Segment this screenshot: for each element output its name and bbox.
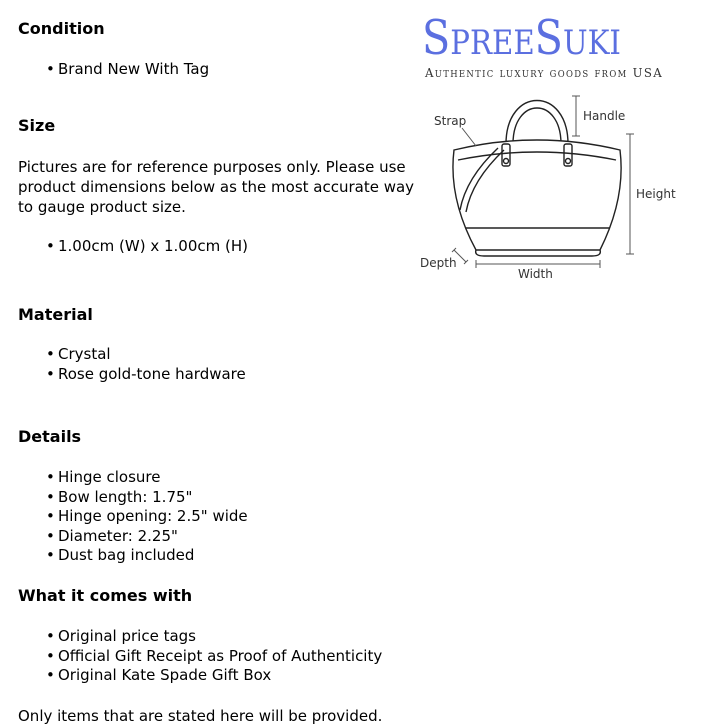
list-item: • Rose gold-tone hardware xyxy=(18,365,246,385)
list-item: • Diameter: 2.25" xyxy=(18,527,248,547)
details-list xyxy=(18,468,248,566)
list-item: • Hinge closure xyxy=(18,468,248,488)
size-note: Pictures are for reference purposes only. Please use product dimensions below as the most accurate way to gauge product size. xyxy=(18,158,415,216)
list-item: • Original Kate Spade Gift Box xyxy=(18,666,382,686)
size-heading: Size xyxy=(18,116,56,135)
material-list xyxy=(18,345,246,384)
bag-dimension-diagram xyxy=(414,88,714,288)
logo-title: SpreeSuki xyxy=(422,10,621,66)
handle-outer xyxy=(506,101,568,145)
list-item: • Brand New With Tag xyxy=(18,60,209,80)
footer-note: Only items that are stated here will be provided. xyxy=(18,707,383,725)
bag-base xyxy=(476,250,601,256)
list-item: • Hinge opening: 2.5" wide xyxy=(18,507,248,527)
width-label: Width xyxy=(518,267,553,281)
list-item: • Crystal xyxy=(18,345,246,365)
details-heading: Details xyxy=(18,427,82,446)
list-item: • Official Gift Receipt as Proof of Authenticity xyxy=(18,647,382,667)
logo-tagline: Authentic luxury goods from USA xyxy=(425,65,664,80)
handle-inner xyxy=(513,108,561,144)
handle-label: Handle xyxy=(583,109,626,123)
material-heading: Material xyxy=(18,305,93,324)
condition-heading: Condition xyxy=(18,19,105,38)
comes-with-list xyxy=(18,627,382,686)
height-label: Height xyxy=(636,187,676,201)
spreesuki-logo xyxy=(422,10,716,80)
condition-list xyxy=(18,60,209,80)
handbag-illustration xyxy=(453,101,621,257)
strap-label: Strap xyxy=(434,114,467,128)
list-item: • Dust bag included xyxy=(18,546,248,566)
list-item: • 1.00cm (W) x 1.00cm (H) xyxy=(18,237,248,257)
size-list xyxy=(18,237,248,257)
comes-with-heading: What it comes with xyxy=(18,586,193,605)
depth-label: Depth xyxy=(420,256,457,270)
list-item: • Bow length: 1.75" xyxy=(18,488,248,508)
list-item: • Original price tags xyxy=(18,627,382,647)
